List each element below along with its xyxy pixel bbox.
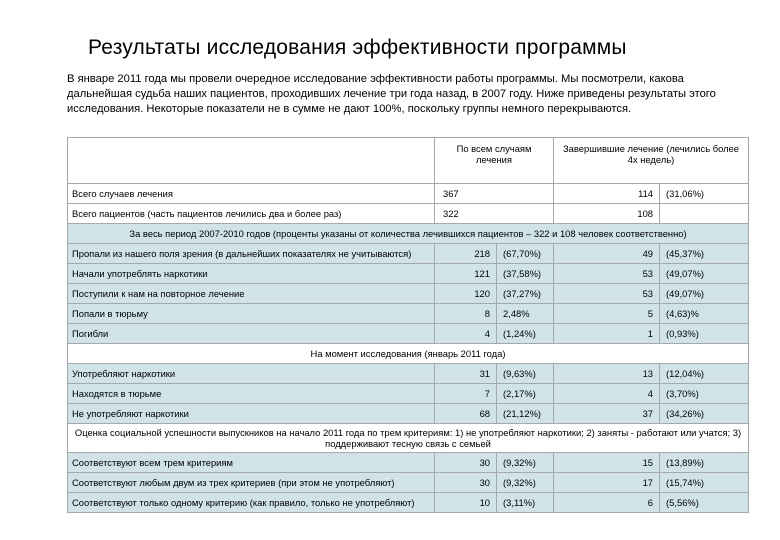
completed-count: 49	[554, 244, 660, 264]
row-label: Погибли	[68, 324, 435, 344]
table-row	[68, 384, 749, 404]
row-label: Поступили к нам на повторное лечение	[68, 284, 435, 304]
all-cases-percent: (9,32%)	[497, 453, 554, 473]
completed-percent: (49,07%)	[660, 284, 749, 304]
all-cases-count: 121	[435, 264, 497, 284]
section-title: Оценка социальной успешности выпускников на начало 2011 года по трем критериям: 1) не употребляют наркотики; 2) заняты - работают или учатся; 3) поддерживают тесную связь с семьей	[68, 424, 749, 453]
completed-percent: (0,93%)	[660, 324, 749, 344]
section-header-row	[68, 344, 749, 364]
row-label: Пропали из нашего поля зрения (в дальнейших показателях не учитываются)	[68, 244, 435, 264]
row-label: Не употребляют наркотики	[68, 404, 435, 424]
completed-percent: (15,74%)	[660, 473, 749, 493]
completed-percent: (4,63)%	[660, 304, 749, 324]
completed-count: 4	[554, 384, 660, 404]
table-row	[68, 493, 749, 513]
table-header-row	[68, 138, 749, 184]
all-cases-count: 30	[435, 453, 497, 473]
all-cases-percent: (37,58%)	[497, 264, 554, 284]
table-row	[68, 184, 749, 204]
all-cases-count: 367	[435, 184, 554, 204]
completed-count: 13	[554, 364, 660, 384]
section-header-row	[68, 224, 749, 244]
all-cases-count: 120	[435, 284, 497, 304]
all-cases-percent: (3,11%)	[497, 493, 554, 513]
all-cases-count: 31	[435, 364, 497, 384]
table-row	[68, 244, 749, 264]
all-cases-count: 10	[435, 493, 497, 513]
row-label: Соответствуют любым двум из трех критериев (при этом не употребляют)	[68, 473, 435, 493]
completed-count: 53	[554, 284, 660, 304]
section-title: На момент исследования (январь 2011 года)	[68, 344, 749, 364]
header-empty-cell	[68, 138, 435, 184]
completed-count: 108	[554, 204, 660, 224]
table-row	[68, 364, 749, 384]
all-cases-percent: (21,12%)	[497, 404, 554, 424]
all-cases-count: 30	[435, 473, 497, 493]
row-label: Находятся в тюрьме	[68, 384, 435, 404]
completed-percent: (5,56%)	[660, 493, 749, 513]
row-label: Соответствуют всем трем критериям	[68, 453, 435, 473]
all-cases-percent: (9,63%)	[497, 364, 554, 384]
completed-percent: (12,04%)	[660, 364, 749, 384]
completed-count: 5	[554, 304, 660, 324]
completed-percent: (13,89%)	[660, 453, 749, 473]
all-cases-count: 68	[435, 404, 497, 424]
section-title: За весь период 2007-2010 годов (проценты указаны от количества лечившихся пациентов – 322 и 108 человек соответственно)	[68, 224, 749, 244]
row-label: Употребляют наркотики	[68, 364, 435, 384]
completed-count: 6	[554, 493, 660, 513]
row-label: Начали употреблять наркотики	[68, 264, 435, 284]
row-label: Попали в тюрьму	[68, 304, 435, 324]
section-header-row	[68, 424, 749, 453]
all-cases-count: 322	[435, 204, 554, 224]
results-table	[67, 137, 749, 513]
completed-percent: (31,06%)	[660, 184, 749, 204]
completed-count: 1	[554, 324, 660, 344]
completed-count: 15	[554, 453, 660, 473]
table-row	[68, 304, 749, 324]
all-cases-percent: (1,24%)	[497, 324, 554, 344]
completed-count: 37	[554, 404, 660, 424]
completed-percent: (34,26%)	[660, 404, 749, 424]
completed-count: 114	[554, 184, 660, 204]
row-label: Всего пациентов (часть пациентов лечились два и более раз)	[68, 204, 435, 224]
row-label: Соответствуют только одному критерию (как правило, только не употребляют)	[68, 493, 435, 513]
completed-percent: (49,07%)	[660, 264, 749, 284]
completed-count: 53	[554, 264, 660, 284]
completed-percent: (3,70%)	[660, 384, 749, 404]
page-title: Результаты исследования эффективности программы	[88, 36, 627, 59]
all-cases-percent: (2,17%)	[497, 384, 554, 404]
intro-paragraph: В январе 2011 года мы провели очередное исследование эффективности работы программы. Мы посмотрели, какова дальнейшая судьба наших пациентов, проходивших лечение три года назад, в 2007 году. Ниже приведены результаты этого исследования. Некоторые показатели не в сумме не дают 100%, поскольку группы немного перекрываются.	[67, 73, 716, 115]
row-label: Всего случаев лечения	[68, 184, 435, 204]
all-cases-percent: 2,48%	[497, 304, 554, 324]
completed-percent-empty	[660, 204, 749, 224]
all-cases-count: 218	[435, 244, 497, 264]
header-all-cases: По всем случаям лечения	[435, 138, 554, 184]
all-cases-percent: (37,27%)	[497, 284, 554, 304]
table-row	[68, 473, 749, 493]
table-row	[68, 284, 749, 304]
table-row	[68, 324, 749, 344]
table-row	[68, 264, 749, 284]
all-cases-count: 4	[435, 324, 497, 344]
all-cases-count: 7	[435, 384, 497, 404]
table-row	[68, 204, 749, 224]
header-completed: Завершившие лечение (лечились более 4х недель)	[554, 138, 749, 184]
all-cases-count: 8	[435, 304, 497, 324]
completed-percent: (45,37%)	[660, 244, 749, 264]
table-row	[68, 404, 749, 424]
all-cases-percent: (67,70%)	[497, 244, 554, 264]
table-row	[68, 453, 749, 473]
completed-count: 17	[554, 473, 660, 493]
all-cases-percent: (9,32%)	[497, 473, 554, 493]
